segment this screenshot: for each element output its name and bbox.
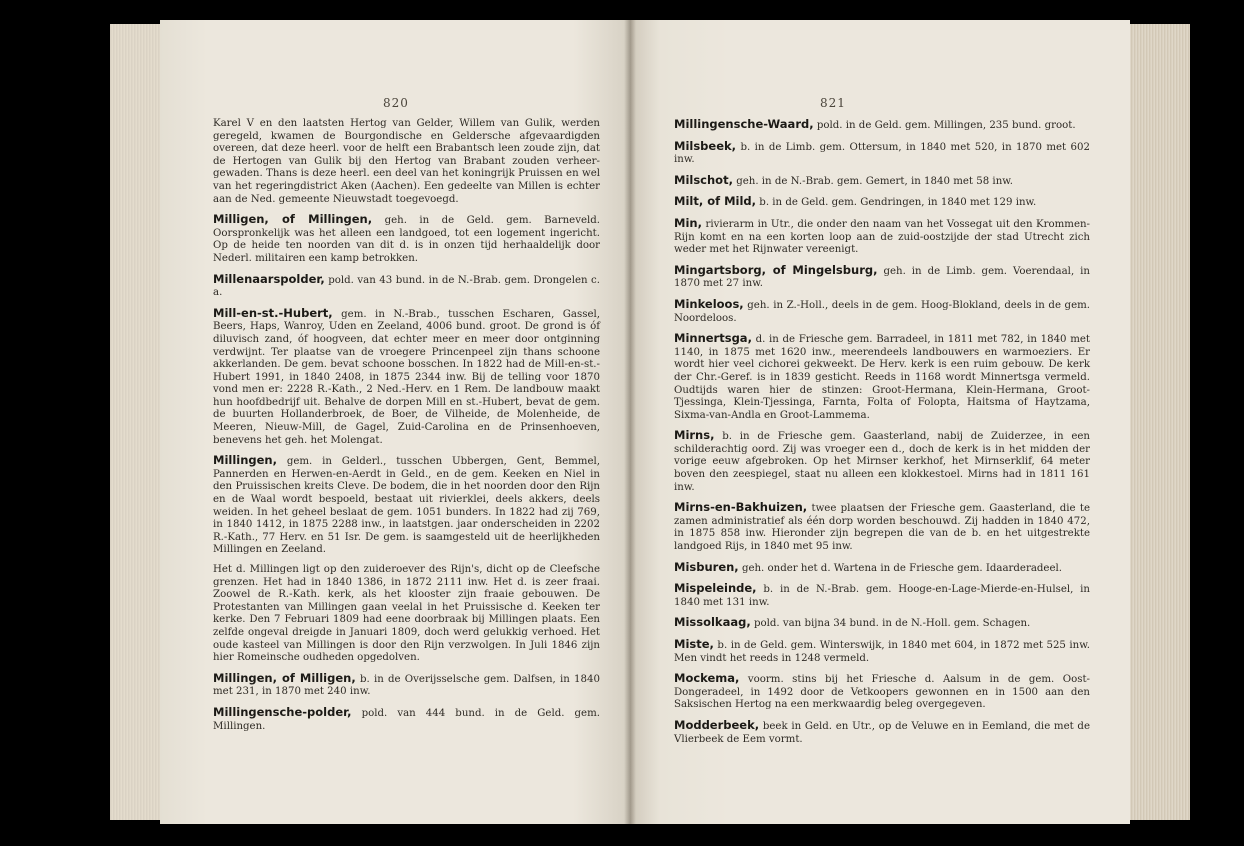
entry-text: rivierarm in Utr., die onder den naam van het Vossegat uit den Krommen-Rijn komt en na een korten loop aan de zuid-oostzijde der stad Utrecht zich weder met het Rijnwater vereenigt. xyxy=(674,218,1090,256)
entry-headword: Millenaarspolder, xyxy=(213,271,325,286)
page-edges-right xyxy=(1128,24,1190,820)
entry xyxy=(213,672,600,699)
page-edges-left xyxy=(110,24,162,820)
entry-headword: Milschot, xyxy=(674,172,733,187)
entry-text: b. in de Geld. gem. Gendringen, in 1840 met 129 inw. xyxy=(759,197,1037,209)
entry xyxy=(213,564,600,665)
entry-headword: Milsbeek, xyxy=(674,138,737,153)
entry-headword: Millingen, xyxy=(213,453,277,468)
entry xyxy=(674,174,1090,189)
entry-headword: Minkeloos, xyxy=(674,296,744,311)
entry-text: pold. in de Geld. gem. Millingen, 235 bund. groot. xyxy=(816,120,1076,131)
entry-text: pold. van 444 bund. in de Geld. gem. Millingen. xyxy=(213,707,600,732)
entry xyxy=(674,501,1090,553)
entry-headword: Mockema, xyxy=(674,671,740,686)
entry-headword: Misburen, xyxy=(674,559,739,574)
entry-headword: Millingensche-Waard, xyxy=(674,117,814,131)
entry-headword: Min, xyxy=(674,215,702,230)
entry xyxy=(674,264,1090,291)
entry xyxy=(674,719,1090,746)
entry-text: gem. in N.-Brab., tusschen Escharen, Gassel, Beers, Haps, Wanroy, Uden en Zeeland, 4006 bund. groot. De grond is óf diluvisch zand, óf hoogveen, dat echter meer en meer door ontginning verdwijnt. Ter plaatse van de vroegere Princenpeel zijn thans schoone akkerlanden. De gem. bevat schoone bosschen. In 1822 had de Mill-en-st.-Hubert 1991, in 1840 2408, in 1875 2344 inw. Bij de telling voor 1870 vond men er: 2228 R.-Kath., 2 Ned.-Herv. en 1 Rem. De landbouw maakt hun hoofdbedrijf uit. Behalve de dorpen Mill en st.-Hubert, bevat de gem. de buurten Hollanderbroek, de Boer, de Vilheide, de Molenheide, de Meeren, Nieuw-Mill, de Gagel, Zuid-Carolina en de Prinsenhoeven, benevens het geh. het Molengat. xyxy=(213,308,600,446)
entry xyxy=(674,616,1090,631)
entry xyxy=(674,429,1090,494)
entry-list xyxy=(213,118,600,733)
entry-text: geh. onder het d. Wartena in de Friesche gem. Idaarderadeel. xyxy=(741,562,1062,574)
entry-text: geh. in Z.-Holl., deels in de gem. Hoog-Blokland, deels in de gem. Noordeloos. xyxy=(674,299,1091,324)
entry xyxy=(674,561,1090,576)
left-page xyxy=(160,20,630,824)
entry-text: gem. in Gelderl., tusschen Ubbergen, Gent, Bemmel, Pannerden en Herwen-en-Aerdt in Geld., en de gem. Keeken en Niel in den Pruissischen kreits Cleve. De bodem, die in het noorden door den Rijn en de Waal wordt bespoeld, bestaat uit rivierklei, deels akkers, deels weiden. In het geheel beslaat de gem. 1051 bunders. In 1822 had zij 769, in 1840 1412, in 1875 2288 inw., in laatstgen. jaar onderscheiden in 2202 R.-Kath., 77 Herv. en 51 Isr. De gem. is saamgesteld uit de heerlijkheden Millingen en Zeeland. xyxy=(213,456,600,556)
entry-text: b. in de Geld. gem. Winterswijk, in 1840 met 604, in 1872 met 525 inw. Men vindt het reeds in 1248 vermeld. xyxy=(674,640,1090,664)
entry xyxy=(674,332,1090,422)
entry xyxy=(674,638,1090,665)
entry-text: geh. in de Limb. gem. Voerendaal, in 1870 met 27 inw. xyxy=(674,265,1090,290)
entry-headword: Mirns, xyxy=(674,428,715,443)
book-gutter xyxy=(624,20,636,824)
entry xyxy=(674,217,1090,257)
entry-text: Het d. Millingen ligt op den zuideroever des Rijn's, dicht op de Cleefsche grenzen. Het had in 1840 1386, in 1872 2111 inw. Het d. is zeer fraai. Zoowel de R.-Kath. kerk, als het klooster zijn fraaie gebouwen. De Protestanten van Millingen gaan veelal in het Pruissische d. Keeken ter kerke. Den 7 Februari 1809 had eene doorbraak bij Millingen plaats. Een zelfde ongeval dreigde in Januari 1809, doch werd gelukkig verhoed. Het oude kasteel van Millingen is door den Rijn verzwolgen. In Juli 1846 zijn hier Romeinsche oudheden opgedolven. xyxy=(213,564,600,664)
entry-text: b. in de N.-Brab. gem. Hooge-en-Lage-Mierde-en-Hulsel, in 1840 met 131 inw. xyxy=(674,584,1090,608)
entry-headword: Mispeleinde, xyxy=(674,581,757,596)
entry xyxy=(213,307,600,448)
entry xyxy=(674,195,1090,210)
entry-text: b. in de Friesche gem. Gaasterland, nabij de Zuiderzee, in een schilderachtig oord. Zij was vroeger een d., doch de kerk is in het midden der vorige eeuw afgebroken. Op het Mirnser kerkhof, het Mirnserklif, 64 meter boven den zeespiegel, staat nu alleen een klokkestoel. Mirns had in 1811 161 inw. xyxy=(674,431,1090,493)
entry xyxy=(213,118,600,206)
entry-text: pold. van 43 bund. in de N.-Brab. gem. Drongelen c. a. xyxy=(213,274,600,299)
entry-text: beek in Geld. en Utr., op de Veluwe en in Eemland, die met de Vlierbeek de Eem vormt. xyxy=(674,720,1090,745)
entry-headword: Millingen, of Milligen, xyxy=(213,670,356,685)
entry-headword: Mirns-en-Bakhuizen, xyxy=(674,500,808,515)
right-page xyxy=(630,20,1130,824)
entry-text: pold. van bijna 34 bund. in de N.-Holl. gem. Schagen. xyxy=(753,618,1031,630)
entry-text: voorm. stins bij het Friesche d. Aalsum in de gem. Oost-Dongeradeel, in 1492 door de Vetkoopers gewonnen en in 1500 aan den Saksischen Hertog na een merkwaardig beleg overgegeven. xyxy=(674,674,1090,711)
entry-text: geh. in de Geld. gem. Barneveld. Oorspronkelijk was het alleen een landgoed, tot een logement ingericht. Op de heide ten noorden van dit d. is in onzen tijd herhaaldelijk door Nederl. militairen een kamp betrokken. xyxy=(213,215,600,264)
entry xyxy=(213,706,600,733)
entry-headword: Miste, xyxy=(674,637,714,651)
page-number: 820 xyxy=(383,96,409,110)
entry xyxy=(213,213,600,265)
entry-headword: Minnertsga, xyxy=(674,331,752,346)
entry-headword: Missolkaag, xyxy=(674,615,751,630)
entry xyxy=(213,273,600,300)
entry-text: twee plaatsen der Friesche gem. Gaasterland, die te zamen administratief als één dorp worden beschouwd. Zij hadden in 1840 472, in 1875 858 inw. Hieronder zijn begrepen die van de b. en het uitgestrekte landgoed Rijs, in 1840 met 95 inw. xyxy=(674,503,1090,553)
entry-headword: Milt, of Mild, xyxy=(674,194,757,209)
entry xyxy=(674,298,1090,325)
entry-text: d. in de Friesche gem. Barradeel, in 1811 met 782, in 1840 met 1140, in 1875 met 1620 inw., meerendeels landbouwers en warmoeziers. Er wordt hier veel cichorei gekweekt. De Herv. kerk is een ruim gebouw. De kerk der Chr.-Geref. is in 1839 gesticht. Reeds in 1168 wordt Minnertsga vermeld. Oudtijds waren hier de stinzen: Groot-Hermana, Klein-Hermana, Groot-Tjessinga, Klein-Tjessinga, Farnta, Folta of Folopta, Haitsma of Haytzama, Sixma-van-Andla en Groot-Lammema. xyxy=(674,334,1090,421)
entry-text: geh. in de N.-Brab. gem. Gemert, in 1840 met 58 inw. xyxy=(736,175,1014,187)
entry-headword: Millingensche-polder, xyxy=(213,704,352,719)
page-number: 821 xyxy=(820,96,846,110)
entry-text: Karel V en den laatsten Hertog van Gelder, Willem van Gulik, werden geregeld, kwamen de Bourgondische en Geldersche afgevaardigden overeen, dat deze heerl. voor de helft een Brabantsch leen zoude zijn, dat de Hertogen van Gulik bij den Hertog van Brabant zouden verheer-gewaden. Thans is deze heerl. een deel van het koningrijk Pruissen en wel van het regeringdistrict Aken (Aachen). Een gedeelte van Millen is echter aan de Ned. gemeente Nieuwstadt toegevoegd. xyxy=(213,118,600,205)
entry xyxy=(213,454,600,557)
entry-headword: Mingartsborg, of Mingelsburg, xyxy=(674,262,878,277)
entry xyxy=(674,582,1090,609)
entry-list xyxy=(674,118,1090,746)
entry xyxy=(674,672,1090,712)
entry-text: b. in de Overijsselsche gem. Dalfsen, in 1840 met 231, in 1870 met 240 inw. xyxy=(213,673,600,698)
entry-text: b. in de Limb. gem. Ottersum, in 1840 met 520, in 1870 met 602 inw. xyxy=(674,141,1090,166)
open-book xyxy=(110,18,1190,826)
entry-headword: Milligen, of Millingen, xyxy=(213,212,373,227)
entry xyxy=(674,140,1090,167)
entry xyxy=(674,118,1090,133)
entry-headword: Modderbeek, xyxy=(674,717,760,732)
entry-headword: Mill-en-st.-Hubert, xyxy=(213,305,333,320)
